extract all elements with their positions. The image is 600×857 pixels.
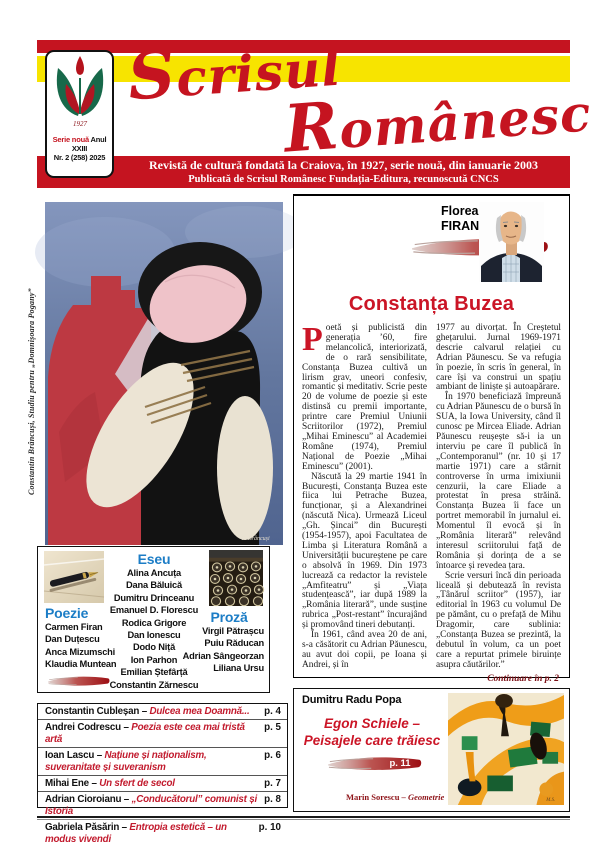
toc-entry xyxy=(45,778,264,789)
toc-entry xyxy=(45,794,264,817)
article-body xyxy=(302,321,561,684)
toc-author: Adrian Cioroianu – xyxy=(45,794,132,806)
proza-contributor-name: Virgil Pătrașcu xyxy=(202,626,264,636)
poezie-contributor-name: Dan Duțescu xyxy=(45,634,100,645)
svg-text:C. Brâncuși: C. Brâncuși xyxy=(241,536,270,542)
proza-contributor-name: Liliana Ursu xyxy=(213,663,264,674)
article-paragraph: Poetă și publicistă din generația ’60, fire melancolică, interiorizată, de o rară sensibilitate, Constanța Buzea cultivă un lirism grav, uneori confesiv, romantic și meditativ. Scrie peste 20 de volume de poezie și este distinsă cu premii importante, printre care Premiul Uniunii Scriitorilor (1972), Premiul „Mihai Eminescu” al Academiei Române (1974), Premiul Național de Poezie „Mihai Eminescu” (2001). xyxy=(302,321,427,472)
feature-caption xyxy=(346,792,444,802)
caption-artist: Marin Sorescu – xyxy=(346,792,406,802)
section-poezie-title: Poezie xyxy=(45,605,89,621)
toc-page-number: p. 10 xyxy=(258,822,281,834)
logo-year-label: Anul XXIII xyxy=(71,135,107,153)
eseu-contributor-name: Constantin Zărnescu xyxy=(109,679,199,690)
logo-issue-number: Nr. 2 (258) 2025 xyxy=(53,153,106,162)
fountain-pen-photo xyxy=(44,551,104,603)
feature-title xyxy=(296,716,448,749)
typewriter-keys-photo xyxy=(209,550,263,606)
toc-article-title: Entropia estetică – un modus vivendi xyxy=(45,822,227,845)
masthead-subtitle-line1: Revistă de cultură fondată la Craiova, în 1927, serie nouă, din ianuarie 2003 xyxy=(148,158,538,172)
eseu-contributor-name: Dodo Niță xyxy=(132,642,176,653)
toc-article-title: Națiune și naționalism, suveranitate și suveranism xyxy=(45,750,207,773)
proza-contributor-name: Adrian Sângeorzan xyxy=(182,650,264,661)
article-paragraph: În 1961, când avea 20 de ani, s-a căsătorit cu Adrian Păunescu, au avut doi copii, pe Ioana și Andrei, și în xyxy=(302,630,427,670)
article-col2 xyxy=(436,323,561,684)
poezie-contributor-name: Klaudia Muntean xyxy=(45,659,117,670)
toc-row xyxy=(38,720,287,748)
poezie-contributor-name: Anca Mizumschi xyxy=(45,646,116,657)
bottom-rule xyxy=(37,816,570,820)
toc-entry xyxy=(45,706,264,717)
section-proza xyxy=(176,609,264,675)
toc-article-title: „Conducătorul” comunist și Istoria xyxy=(45,794,257,817)
eseu-contributor-name: Rodica Grigore xyxy=(121,617,187,628)
eseu-contributor-name: Emilian Ștefârță xyxy=(120,667,188,678)
author-first-name: Florea xyxy=(441,204,479,218)
logo-series-label: Serie nouă xyxy=(52,135,89,144)
toc-author: Ioan Lascu – xyxy=(45,750,105,762)
eseu-contributor-name: Dumitru Drinceanu xyxy=(113,592,195,603)
feature-title-line2: Peisajele care trăiesc xyxy=(303,732,441,748)
contributors-box xyxy=(37,546,270,693)
article-box xyxy=(293,194,570,684)
toc-article-title: Dulcea mea Doamnă... xyxy=(149,706,250,717)
author-last-name: FIRAN xyxy=(441,219,480,233)
toc-page-number: p. 7 xyxy=(264,778,281,790)
toc-page-number: p. 6 xyxy=(264,750,281,762)
svg-text:1927: 1927 xyxy=(72,120,87,128)
proza-contributor-name: Puiu Răducan xyxy=(204,638,264,649)
logo-series-line xyxy=(47,135,112,153)
toc-entry xyxy=(45,722,264,745)
article-paragraph: Scrie versuri încă din perioada liceală și debutează în revista „Tânărul scriitor” (1957), iar editorial în 1963 cu volumul De pe pământ, cu o prefață de Mihu Dragomir, care sublinia: „Constanța Buzea se prezintă, la debutul în volum, ca un poet care a repurtat primele biruințe asupra căutărilor.” xyxy=(436,570,561,670)
eseu-contributor-name: Alina Ancuța xyxy=(126,568,182,578)
toc-row xyxy=(38,748,287,776)
toc-box xyxy=(37,703,288,845)
toc-row xyxy=(38,704,287,720)
toc-entry xyxy=(45,750,264,773)
dropcap-letter: P xyxy=(302,321,323,358)
masthead-title-word1: Scrisul xyxy=(125,36,344,116)
section-poezie xyxy=(45,605,125,671)
author-portrait-photo xyxy=(479,202,544,282)
feature-title-line1: Egon Schiele – xyxy=(323,716,421,731)
article-title: Constanța Buzea xyxy=(348,293,515,315)
toc-author: Gabriela Păsărin – xyxy=(45,822,130,834)
brancusi-study-painting xyxy=(45,202,283,545)
poezie-contributor-name: Carmen Firan xyxy=(45,622,103,632)
sorescu-geometrie-painting xyxy=(448,693,564,805)
toc-entry xyxy=(45,822,259,845)
toc-row xyxy=(38,820,287,847)
toc-article-title: Poezia este cea mai tristă artă xyxy=(45,722,245,745)
toc-article-title: Un sfert de secol xyxy=(99,778,175,790)
toc-author: Mihai Ene – xyxy=(45,778,100,790)
continuation-note: Continuare în p. 2 xyxy=(487,673,559,684)
svg-text:M.S.: M.S. xyxy=(546,798,556,804)
article-paragraph: În 1970 beneficiază împreună cu Adrian Păunescu de o bursă în SUA, la Iowa University, când îl cunosc pe Mircea Eliade. Adrian Păunescu reușește să-i ia un interviu pe care îl publică în „Contemporanul” (nr. 10 și 17 martie 1971) care a stârnit controverse în urma imixiunii cenzurii, la care Eliade a protestat în presa străină. Constanța Buzea îi face un portret memorabil în jurnalul ei. Momentul îl evocă și în „România literară” relevând interesul scriitorului față de România și dorința de a se întoarce și revedea țara. xyxy=(436,392,561,571)
eseu-contributor-name: Emanuel D. Florescu xyxy=(109,605,199,616)
toc-author: Andrei Codrescu – xyxy=(45,722,132,734)
section-proza-title: Proză xyxy=(210,609,248,625)
eseu-contributor-name: Dana Băluică xyxy=(126,580,182,591)
tulip-emblem-icon xyxy=(51,54,109,130)
feature-author: Dumitru Radu Popa xyxy=(302,694,402,706)
article-author-name xyxy=(441,204,479,234)
toc-page-number: p. 8 xyxy=(264,794,281,806)
article-col1 xyxy=(302,321,427,670)
masthead-subtitle-line2: Publicată de Scrisul Românesc Fundația-Editura, recunoscută CNCS xyxy=(188,174,499,185)
proza-names-list xyxy=(176,625,264,675)
poezie-names-list xyxy=(45,621,125,671)
section-eseu-title: Eseu xyxy=(137,551,171,567)
toc-author: Constantin Cubleșan – xyxy=(45,706,150,717)
toc-page-number: p. 5 xyxy=(264,722,281,734)
article-paragraph: Născută la 29 martie 1941 în București, Constanța Buzea este fiica lui Petrache Buzea, funcționar, și a Alexandrinei (născută Nica). Urmează Liceul „Gh. Șincai” din București (1954-1957), apoi Facultatea de Limba și Literatura Română a Universității bucureștene pe care o absolvă în 1969. Din 1973 lucrează ca redactor la revistele „Amfiteatru” și „Viața studențească”, iar după 1989 la „România literară”, unde susține rubrica „Post-restant” încurajând și promovând tineri debutanți. xyxy=(302,471,427,631)
masthead-title-word2: Românesc xyxy=(281,83,594,168)
caption-work: Geometrie xyxy=(407,792,445,802)
masthead-logo xyxy=(45,50,114,178)
painting-caption: Constantin Brâncuși, Studiu pentru „Domnișoara Pogany” xyxy=(27,288,36,496)
article-paragraph: 1977 au divorțat. În Creștetul ghețarului. Jurnal 1969-1971 descrie calvarul relației cu Adrian Păunescu. Se va refugia în poezie, în scris în general, în care își va construi un spațiu ambiant de liniște și autoapărare. xyxy=(436,323,561,393)
eseu-contributor-name: Dan Ionescu xyxy=(127,630,181,641)
toc-row xyxy=(38,776,287,792)
toc-page-number: p. 4 xyxy=(264,706,281,717)
feature-box xyxy=(293,688,570,812)
toc-list xyxy=(38,704,287,847)
feature-page-badge: p. 11 xyxy=(389,758,411,769)
eseu-contributor-name: Ion Parhon xyxy=(130,654,178,665)
red-brush-stroke xyxy=(48,675,110,687)
